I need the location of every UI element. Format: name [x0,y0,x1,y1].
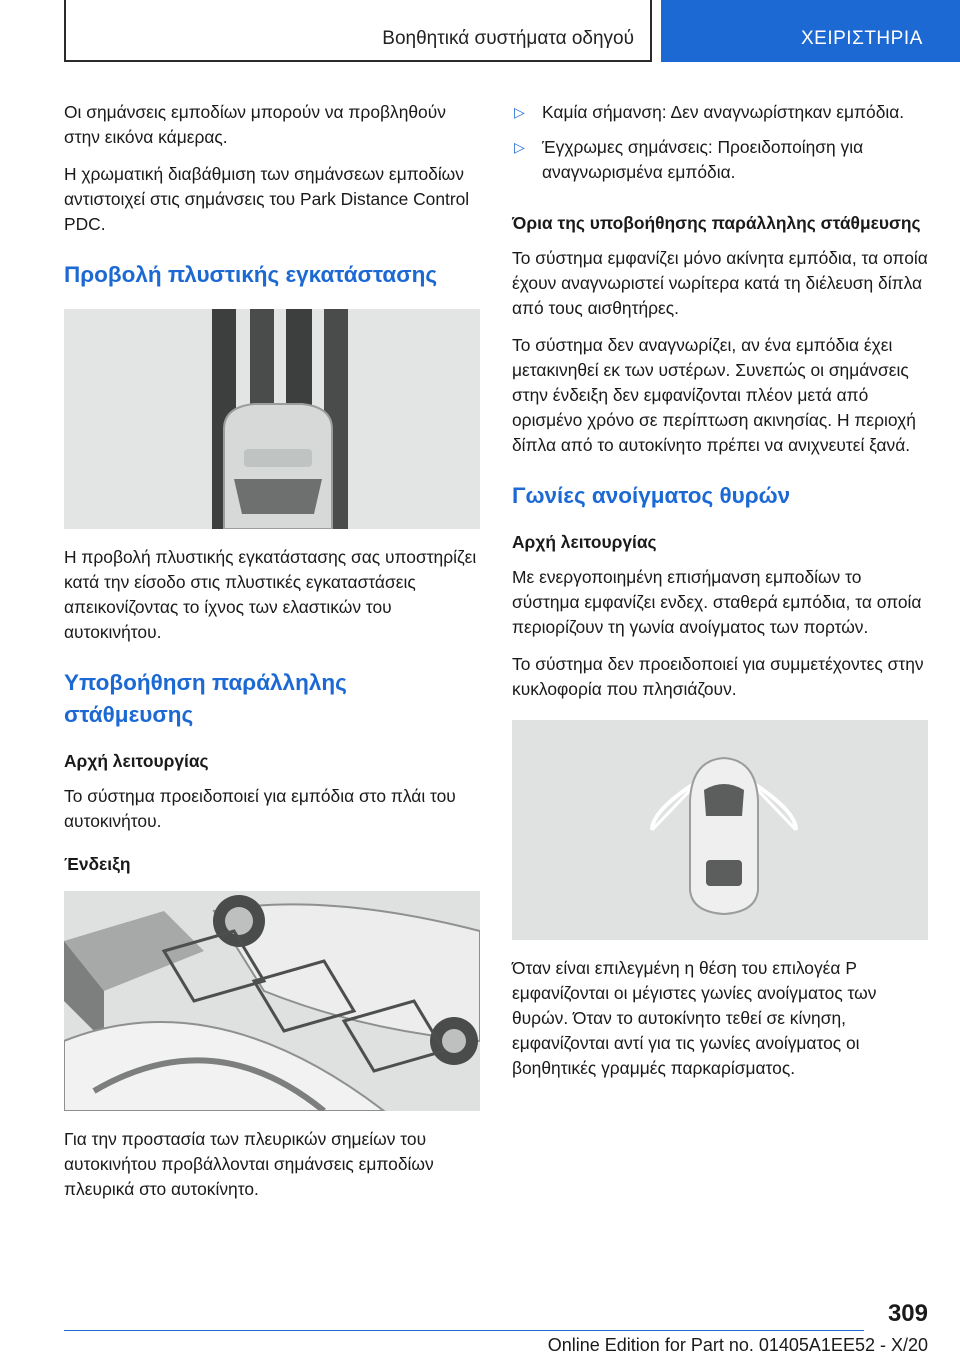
subheading-limits: Όρια της υποβοήθησης παράλληλης στάθμευσης [512,213,921,233]
header-section-title: Βοηθητικά συστήματα οδηγού [382,28,634,49]
list-item-text: Έγχρωμες σημάνσεις: Προειδοποίηση για αναγνωρισμένα εμπόδια. [542,137,864,182]
paragraph: Το σύστημα εμφανίζει μόνο ακίνητα εμπόδια, τα οποία έχουν αναγνωριστεί νωρίτερα κατά τη διέλευση δίπλα από τους αισθητήρες. [512,248,928,318]
right-column [512,100,928,1093]
paragraph: Το σύστημα δεν αναγνωρίζει, αν ένα εμπόδια έχει μετακινηθεί εκ των υστέρων. Συνεπώς οι σημάνσεις στην ένδειξη δεν εμφανίζονται πλέον μετά από ορισμένο χρόνο σε περίπτωση ακινησίας. Η περιοχή δίπλα από το αυτοκίνητο πρέπει να ανιχνευτεί ξανά. [512,335,916,455]
paragraph: Με ενεργοποιημένη επισήμανση εμποδίων το σύστημα εμφανίζει ενδεχ. σταθερά εμπόδια, τα οποία περιορίζουν τη γωνία ανοίγματος των πορτών. [512,567,922,637]
header-section-box [64,0,652,62]
parking-display-image [64,891,480,1111]
left-column [64,100,480,1214]
footer-divider [64,1330,864,1331]
paragraph: Η προβολή πλυστικής εγκατάστασης σας υποστηρίζει κατά την είσοδο στις πλυστικές εγκαταστάσεις απεικονίζοντας το ίχνος των ελαστικών του αυτοκινήτου. [64,547,477,642]
paragraph: Το σύστημα δεν προειδοποιεί για συμμετέχοντες στην κυκλοφορία που πλησιάζουν. [512,654,924,699]
paragraph: Όταν είναι επιλεγμένη η θέση του επιλογέα P εμφανίζονται οι μέγιστες γωνίες ανοίγματος των θυρών. Όταν το αυτοκίνητο τεθεί σε κίνηση, εμφανίζονται αντί για τις γωνίες ανοίγματος οι βοηθητικές γραμμές παρκαρίσματος. [512,958,877,1078]
section-heading-parallel-parking: Υποβοήθηση παράλληλης στάθμευσης [64,670,347,727]
parking-illustration [64,891,480,1111]
car-wash-view-image [64,309,480,529]
list-item [512,135,928,185]
paragraph: Η χρωματική διαβάθμιση των σημάνσεων εμποδίων αντιστοιχεί στις σημάνσεις του Park Distance Control PDC. [64,164,470,234]
header-chapter-tab[interactable] [661,0,960,62]
status-list [512,100,928,185]
car-wash-illustration [64,309,480,529]
subheading-principle: Αρχή λειτουργίας [64,751,209,771]
subheading-display: Ένδειξη [64,854,131,874]
triangle-bullet-icon: ▷ [514,104,525,120]
door-angle-illustration [512,720,928,940]
list-item-text: Καμία σήμανση: Δεν αναγνωρίστηκαν εμπόδια. [542,102,905,122]
footer-edition: Online Edition for Part no. 01405A1EE52 - X/20 [547,1335,928,1355]
paragraph: Το σύστημα προειδοποιεί για εμπόδια στο πλάι του αυτοκινήτου. [64,786,456,831]
header-chapter-label: ΧΕΙΡΙΣΤΗΡΙΑ [801,28,923,49]
list-item [512,100,928,125]
subheading-principle: Αρχή λειτουργίας [512,532,657,552]
paragraph: Για την προστασία των πλευρικών σημείων του αυτοκινήτου προβάλλονται σημάνσεις εμποδίων πλευρικά στο αυτοκίνητο. [64,1129,434,1199]
section-heading-car-wash-view: Προβολή πλυστικής εγκατάστασης [64,262,438,287]
page-number: 309 [887,1300,928,1327]
door-angle-image [512,720,928,940]
paragraph: Οι σημάνσεις εμποδίων μπορούν να προβληθούν στην εικόνα κάμερας. [64,102,446,147]
section-heading-door-angles: Γωνίες ανοίγματος θυρών [512,483,791,508]
triangle-bullet-icon: ▷ [514,139,525,155]
